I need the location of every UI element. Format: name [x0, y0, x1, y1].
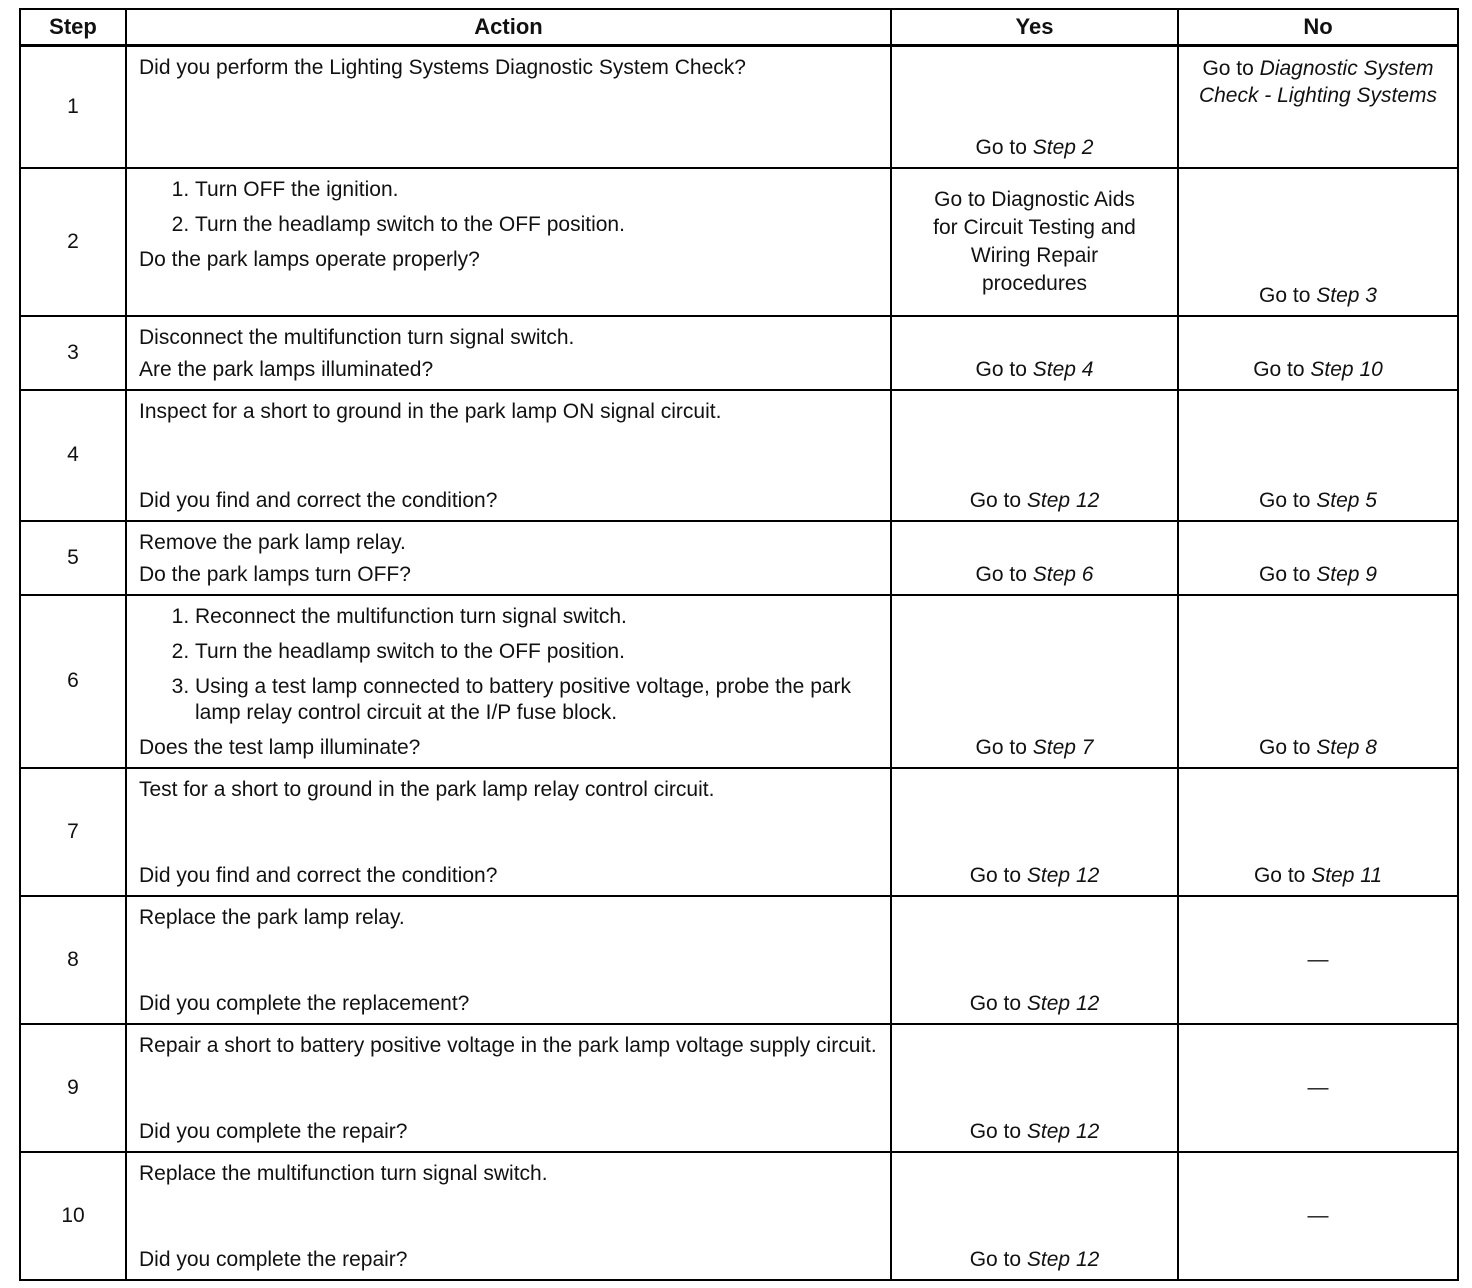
step-ref: Step 12	[1026, 991, 1100, 1015]
action-text: Replace the multifunction turn signal switch.	[139, 1161, 548, 1185]
yes-cell	[891, 1152, 1178, 1280]
yes-cell	[891, 46, 1178, 168]
no-cell	[1178, 316, 1458, 390]
step-ref: Step 10	[1310, 357, 1383, 381]
step-ref: Step 3	[1316, 283, 1377, 307]
step-ref: Step 8	[1316, 735, 1377, 759]
action-cell	[126, 390, 891, 521]
step-number: 9	[20, 1024, 126, 1152]
no-cell	[1178, 168, 1458, 316]
table-row	[20, 168, 1458, 316]
header-no: No	[1178, 9, 1458, 46]
step-ref: Step 11	[1311, 863, 1383, 887]
action-cell	[126, 46, 891, 168]
step-ref: Step 7	[1032, 735, 1094, 759]
action-cell	[126, 1152, 891, 1280]
yes-cell	[891, 896, 1178, 1024]
step-number: 8	[20, 896, 126, 1024]
no-goto	[1179, 488, 1457, 514]
step-number: 3	[20, 316, 126, 390]
yes-cell	[891, 390, 1178, 521]
yes-goto	[892, 562, 1177, 588]
step-ref: Step 9	[1316, 562, 1377, 586]
yes-goto	[892, 863, 1177, 889]
action-text: Repair a short to battery positive voltage in the park lamp voltage supply circuit.	[139, 1033, 877, 1057]
action-text: Disconnect the multifunction turn signal switch.	[139, 325, 575, 349]
step-ref: Step 12	[1026, 1119, 1100, 1143]
action-cell	[126, 595, 891, 768]
yes-goto: Go to Diagnostic Aids for Circuit Testing and Wiring Repair procedures	[933, 187, 1136, 295]
action-text: Inspect for a short to ground in the park lamp ON signal circuit.	[139, 399, 722, 423]
yes-goto	[892, 357, 1177, 383]
go-to-label: Go to	[975, 135, 1027, 159]
yes-cell	[891, 768, 1178, 896]
action-list	[139, 177, 880, 238]
step-number: 6	[20, 595, 126, 768]
action-question: Did you complete the replacement?	[139, 991, 470, 1015]
yes-goto	[892, 1247, 1177, 1273]
no-cell	[1178, 46, 1458, 168]
go-to-label: Go to	[1253, 863, 1306, 887]
go-to-label: Go to	[969, 488, 1022, 512]
action-cell	[126, 896, 891, 1024]
yes-cell	[891, 1024, 1178, 1152]
diagnostic-table-container	[19, 8, 1459, 1281]
table-row	[20, 390, 1458, 521]
action-text: Test for a short to ground in the park lamp relay control circuit.	[139, 777, 715, 801]
header-step: Step	[20, 9, 126, 46]
go-to-label: Go to	[975, 562, 1027, 586]
no-goto	[1179, 283, 1457, 309]
no-goto	[1179, 357, 1457, 383]
no-cell	[1178, 595, 1458, 768]
table-row	[20, 46, 1458, 168]
header-yes: Yes	[891, 9, 1178, 46]
header-row	[20, 9, 1458, 46]
go-to-label: Go to	[975, 357, 1027, 381]
no-cell	[1178, 521, 1458, 595]
step-number: 4	[20, 390, 126, 521]
go-to-label: Go to	[1259, 562, 1311, 586]
step-number: 5	[20, 521, 126, 595]
step-ref: Diagnostic System Check - Lighting Systems	[1198, 57, 1438, 107]
action-question: Do the park lamps operate properly?	[139, 247, 480, 271]
action-cell	[126, 1024, 891, 1152]
action-list	[139, 604, 880, 726]
action-question: Did you complete the repair?	[139, 1247, 408, 1271]
no-goto	[1179, 562, 1457, 588]
go-to-label: Go to	[975, 735, 1027, 759]
action-text: Replace the park lamp relay.	[139, 905, 405, 929]
action-question: Did you complete the repair?	[139, 1119, 408, 1143]
yes-goto	[892, 991, 1177, 1017]
action-list-item: 2. Turn the headlamp switch to the OFF position.	[195, 212, 880, 238]
no-cell	[1178, 768, 1458, 896]
action-cell	[126, 316, 891, 390]
action-cell	[126, 768, 891, 896]
step-number: 2	[20, 168, 126, 316]
yes-goto	[892, 735, 1177, 761]
yes-cell	[891, 595, 1178, 768]
go-to-label: Go to	[969, 1119, 1022, 1143]
table-row	[20, 595, 1458, 768]
no-goto	[1179, 863, 1457, 889]
no-cell	[1178, 1152, 1458, 1280]
yes-goto	[892, 488, 1177, 514]
table-row	[20, 316, 1458, 390]
go-to-label: Go to	[969, 991, 1022, 1015]
step-ref: Step 12	[1026, 488, 1100, 512]
action-list-item: 3. Using a test lamp connected to battery positive voltage, probe the park lamp relay control circuit at the I/P fuse block.	[195, 674, 880, 726]
go-to-label: Go to	[1259, 735, 1311, 759]
action-question: Are the park lamps illuminated?	[139, 357, 434, 381]
yes-goto	[892, 1119, 1177, 1145]
no-dash: —	[1307, 1203, 1329, 1227]
table-row	[20, 521, 1458, 595]
go-to-label: Go to	[969, 1247, 1022, 1271]
table-row	[20, 1024, 1458, 1152]
step-ref: Step 4	[1032, 357, 1094, 381]
action-list-item: 1. Reconnect the multifunction turn signal switch.	[195, 604, 880, 630]
action-question: Does the test lamp illuminate?	[139, 735, 421, 759]
go-to-label: Go to	[1259, 488, 1311, 512]
table-row	[20, 1152, 1458, 1280]
step-number: 10	[20, 1152, 126, 1280]
go-to-label: Go to	[1202, 57, 1254, 80]
step-number: 7	[20, 768, 126, 896]
action-text: Did you perform the Lighting Systems Diagnostic System Check?	[139, 56, 746, 79]
yes-cell	[891, 316, 1178, 390]
go-to-label: Go to	[1253, 357, 1305, 381]
yes-cell	[891, 521, 1178, 595]
no-cell	[1178, 1024, 1458, 1152]
header-action: Action	[126, 9, 891, 46]
no-cell	[1178, 390, 1458, 521]
action-question: Do the park lamps turn OFF?	[139, 562, 411, 586]
go-to-label: Go to	[1259, 283, 1311, 307]
no-cell	[1178, 896, 1458, 1024]
table-row	[20, 768, 1458, 896]
step-ref: Step 6	[1032, 562, 1094, 586]
action-text: Remove the park lamp relay.	[139, 530, 406, 554]
action-question: Did you find and correct the condition?	[139, 863, 498, 887]
action-question: Did you find and correct the condition?	[139, 488, 498, 512]
step-ref: Step 12	[1026, 1247, 1100, 1271]
no-goto	[1179, 47, 1457, 109]
action-list-item: 2. Turn the headlamp switch to the OFF position.	[195, 639, 880, 665]
yes-cell	[891, 168, 1178, 316]
step-ref: Step 12	[1026, 863, 1100, 887]
no-dash: —	[1307, 947, 1329, 971]
action-cell	[126, 168, 891, 316]
action-cell	[126, 521, 891, 595]
diagnostic-table	[19, 8, 1459, 1281]
go-to-label: Go to	[969, 863, 1022, 887]
no-dash: —	[1307, 1075, 1329, 1099]
table-row	[20, 896, 1458, 1024]
step-ref: Step 5	[1316, 488, 1377, 512]
action-list-item: 1. Turn OFF the ignition.	[195, 177, 880, 203]
yes-goto	[892, 135, 1177, 161]
step-ref: Step 2	[1032, 135, 1094, 159]
no-goto	[1179, 735, 1457, 761]
step-number: 1	[20, 46, 126, 168]
